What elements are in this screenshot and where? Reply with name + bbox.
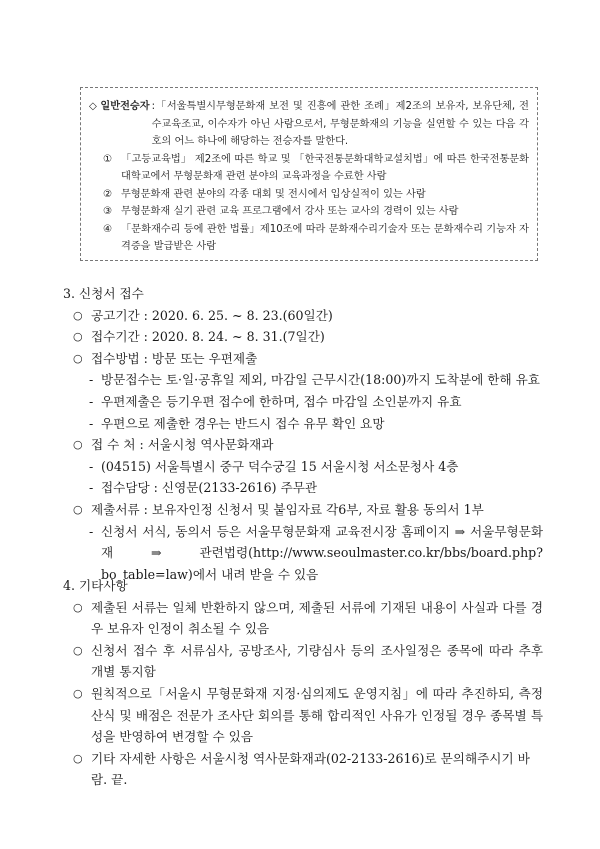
criteria-item <box>103 203 529 221</box>
bullet-mark: ○ <box>73 643 83 657</box>
item-text: 「고등교육법」 제2조에 따른 학교 및 「한국전통문화대학교설치법」에 따른 한국전통문화대학교에서 무형문화재 관련 분야의 교육과정을 수료한 사람 <box>121 153 529 182</box>
item-text: 무형문화재 실기 관련 교육 프로그램에서 강사 또는 교사의 경력이 있는 사람 <box>121 206 459 217</box>
definition-label: ◇ 일반전승자 <box>89 101 150 112</box>
bullet-receipt-office <box>73 434 543 456</box>
bullet-item <box>73 640 543 683</box>
item-number: ① <box>103 153 113 165</box>
dash-mark: - <box>89 458 94 474</box>
sub-item <box>89 456 543 478</box>
bullet-mark: ○ <box>73 751 83 765</box>
bullet-item <box>73 683 543 748</box>
section-heading: 4. 기타사항 <box>63 578 128 593</box>
section-application-receipt <box>63 283 543 585</box>
dash-mark: - <box>89 415 94 431</box>
item-number: ② <box>103 188 113 200</box>
bullet-mark: ○ <box>73 330 83 344</box>
definition <box>89 98 529 151</box>
sub-item <box>89 477 543 499</box>
sub-item-text: 우편제출은 등기우편 접수에 한하며, 접수 마감일 소인분까지 유효 <box>101 393 462 409</box>
sub-item <box>89 391 543 413</box>
item-number: ③ <box>103 206 113 217</box>
bullet-mark: ○ <box>73 308 83 322</box>
bullet-text: 접 수 처 : 서울시청 역사문화재과 <box>91 437 274 453</box>
bullet-text: 기타 자세한 사항은 서울시청 역사문화재과(02-2133-2616)로 문의해주시기 바람. 끝. <box>91 750 530 788</box>
item-text: 「문화재수리 등에 관한 법률」제10조에 따라 문화재수리기술자 또는 문화재수리 기능자 자격증을 발급받은 사람 <box>121 223 529 252</box>
criteria-item <box>103 186 529 204</box>
definition-text: :「서울특별시무형문화재 보전 및 진흥에 관한 조례」제2조의 보유자, 보유단체, 전수교육조교, 이수자가 아닌 사람으로서, 무형문화재의 기능을 실연할 수 있는 다음 각 호의 어느 하나에 해당하는 전승자를 말한다. <box>151 101 529 147</box>
dash-mark: - <box>89 480 94 496</box>
sub-item-text: 우편으로 제출한 경우는 반드시 접수 유무 확인 요망 <box>101 415 385 431</box>
item-number: ④ <box>103 223 113 235</box>
bullet-text: 공고기간 : 2020. 6. 25. ~ 8. 23.(60일간) <box>91 307 333 323</box>
bullet-item <box>73 748 543 791</box>
section-heading: 3. 신청서 접수 <box>63 286 144 301</box>
dash-mark: - <box>89 393 94 409</box>
bullet-mark: ○ <box>73 686 83 700</box>
sub-item-text: 신청서 서식, 동의서 등은 서울무형문화재 교육전시장 홈페이지 ⇒ 서울무형문화재 ⇒ 관련법령(http://www.seoulmaster.co.kr/bbs/board.php?bo_table=law)에서 내려 받을 수 있음 <box>101 523 543 582</box>
sub-item-text: 방문접수는 토·일·공휴일 제외, 마감일 근무시간(18:00)까지 도착분에 한해 유효 <box>101 372 540 388</box>
dash-mark: - <box>89 523 94 539</box>
criteria-item <box>103 221 529 256</box>
sub-item-text: 접수담당 : 신영문(2133-2616) 주무관 <box>101 480 318 496</box>
bullet-item <box>73 597 543 640</box>
bullet-text: 제출서류 : 보유자인정 신청서 및 붙임자료 각6부, 자료 활용 동의서 1부 <box>91 501 484 517</box>
criteria-item <box>103 151 529 186</box>
bullet-receipt-period <box>73 326 543 348</box>
bullet-mark: ○ <box>73 600 83 614</box>
bullet-mark: ○ <box>73 502 83 516</box>
bullet-text: 원칙적으로「서울시 무형문화재 지정·심의제도 운영지침」에 따라 추진하되, 측정 산식 및 배점은 전문가 조사단 회의를 통해 합리적인 사유가 인정될 경우 종목별 특성을 반영하여 변경할 수 있음 <box>91 685 543 745</box>
item-text: 무형문화재 관련 분야의 각종 대회 및 전시에서 입상실적이 있는 사람 <box>121 188 426 200</box>
sub-item <box>89 413 543 435</box>
bullet-receipt-method <box>73 348 543 370</box>
bullet-text: 접수방법 : 방문 또는 우편제출 <box>91 350 258 366</box>
bullet-text: 제출된 서류는 일체 반환하지 않으며, 제출된 서류에 기재된 내용이 사실과 다를 경우 보유자 인정이 취소될 수 있음 <box>91 599 543 637</box>
sub-item <box>89 369 543 391</box>
bullet-documents <box>73 499 543 521</box>
dash-mark: - <box>89 372 94 388</box>
bullet-mark: ○ <box>73 351 83 365</box>
bullet-mark: ○ <box>73 438 83 452</box>
sub-item-text: (04515) 서울특별시 중구 덕수궁길 15 서울시청 서소문청사 4층 <box>101 458 459 474</box>
bullet-notice-period <box>73 305 543 327</box>
section-other-matters <box>63 575 543 791</box>
general-successor-definition-box <box>80 87 538 261</box>
bullet-text: 접수기간 : 2020. 8. 24. ~ 8. 31.(7일간) <box>91 329 325 345</box>
bullet-text: 신청서 접수 후 서류심사, 공방조사, 기량심사 등의 조사일정은 종목에 따라 추후 개별 통지함 <box>91 642 543 680</box>
